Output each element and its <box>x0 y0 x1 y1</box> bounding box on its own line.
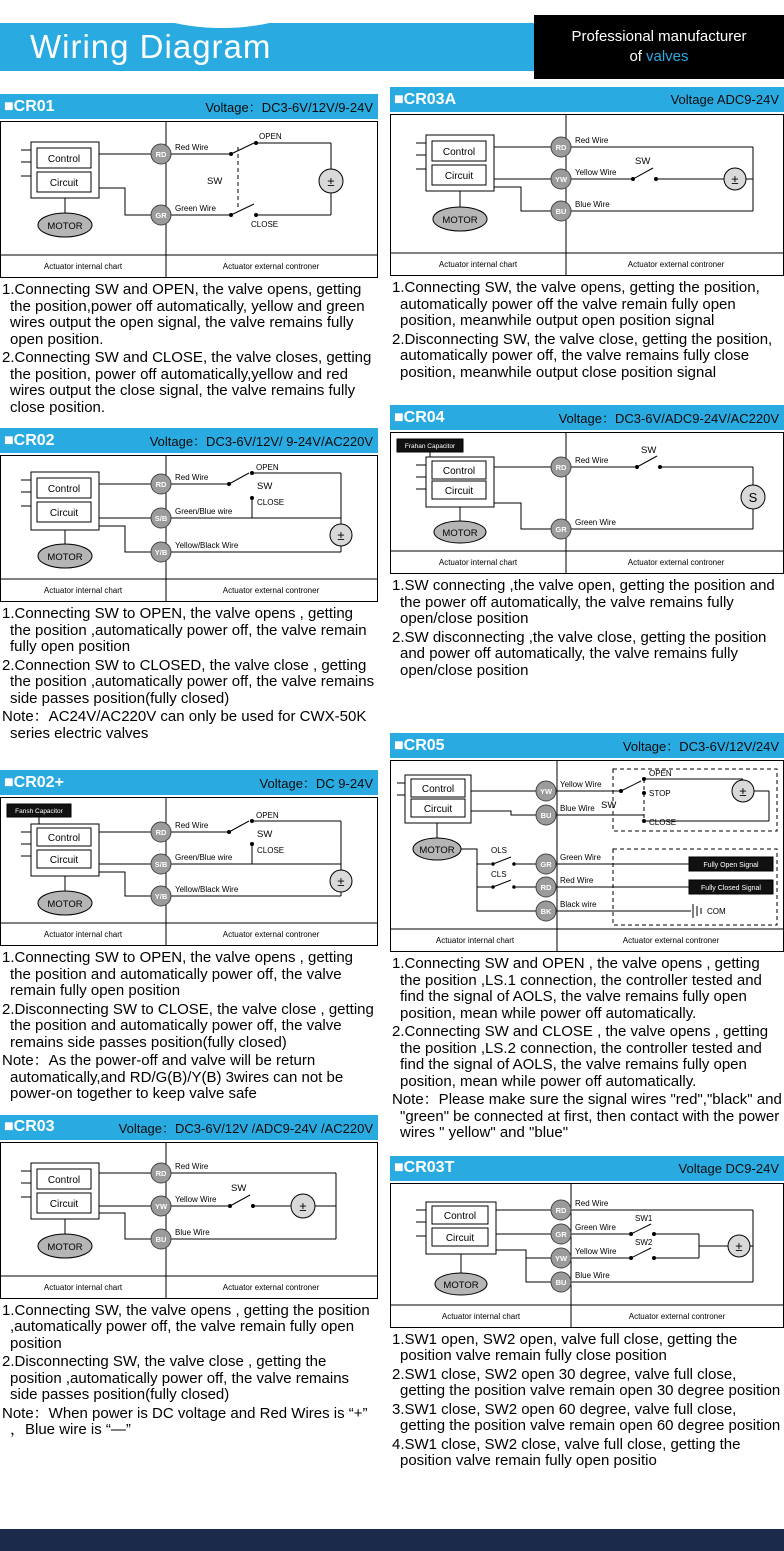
control-circuit-box <box>405 775 471 823</box>
svg-text:MOTOR: MOTOR <box>419 845 455 856</box>
svg-text:MOTOR: MOTOR <box>442 528 478 539</box>
diagram-svg-cr03 <box>1 1143 377 1298</box>
desc-item: 1.Connecting SW and OPEN, the valve opens, getting the position,power off automatically, yellow and green wires output the open signal, the valve remains fully open position. <box>2 281 365 348</box>
wire-label: Blue Wire <box>575 1270 610 1280</box>
svg-text:Circuit: Circuit <box>49 1198 79 1210</box>
svg-text:YW: YW <box>554 1253 568 1263</box>
wire-terminal <box>151 822 171 906</box>
wire-label: Red Wire <box>575 136 609 145</box>
svg-text:Fully Closed Signal: Fully Closed Signal <box>701 885 761 892</box>
svg-text:RD: RD <box>555 1205 567 1215</box>
desc-item: 1.Connecting SW, the valve opens , getting the position ,automatically power off, the valve remain fully open position <box>2 1301 370 1352</box>
wiring-diagram-cr03a <box>390 114 784 276</box>
section-title: ■CR03T <box>394 1159 455 1176</box>
fully-closed-signal-box <box>689 880 773 894</box>
internal-caption: Actuator internal chart <box>43 1282 123 1292</box>
svg-text:S/B: S/B <box>154 514 168 523</box>
section-title: ■CR03 <box>4 1118 55 1135</box>
svg-text:Circuit: Circuit <box>423 804 453 815</box>
desc-item: 1.SW1 open, SW2 open, valve full close, getting the position valve remain fully close position <box>392 1330 738 1364</box>
badge-line1: Professional manufacturer <box>571 27 747 45</box>
section-description <box>0 946 378 1103</box>
svg-text:YW: YW <box>554 175 568 184</box>
wire-terminal <box>551 1200 571 1292</box>
section-cr05 <box>390 733 784 1144</box>
control-circuit-box <box>426 457 494 507</box>
power-terminal <box>291 1194 315 1218</box>
manufacturer-badge <box>534 15 784 79</box>
power-terminal <box>330 524 352 546</box>
external-caption: Actuator external controner <box>222 1282 320 1292</box>
sw-label: SW <box>635 156 651 167</box>
desc-item: 2.Disconnecting SW, the valve close , getting the position ,automatically power off, the valve remains side passes position(fully closed) <box>2 1353 350 1403</box>
motor <box>38 891 92 915</box>
section-title: ■CR02 <box>4 431 55 449</box>
motor <box>435 1273 487 1295</box>
diagram-svg-cr02plus <box>1 798 377 945</box>
svg-text:Circuit: Circuit <box>444 486 474 497</box>
close-label: CLOSE <box>251 220 279 229</box>
svg-text:Control: Control <box>47 154 81 165</box>
section-header-cr04 <box>390 405 784 430</box>
svg-text:RD: RD <box>555 463 567 472</box>
power-terminal <box>319 169 343 193</box>
right-column <box>390 87 784 1482</box>
svg-text:RD: RD <box>555 143 567 152</box>
wire-terminal <box>536 781 556 921</box>
wiring-diagram-cr04 <box>390 432 784 574</box>
wire-terminal <box>151 144 171 225</box>
internal-caption: Actuator internal chart <box>438 558 518 567</box>
desc-note: Note：AC24V/AC220V can only be used for CWX-50K series electric valves <box>2 708 367 742</box>
svg-text:GR: GR <box>540 860 552 869</box>
power-terminal <box>728 1235 750 1257</box>
desc-note: Note：When power is DC voltage and Red Wires is “+” ，Blue wire is “—” <box>2 1404 368 1438</box>
voltage-label: Voltage：DC3-6V/12V/ 9-24V/AC220V <box>149 434 373 449</box>
svg-text:Y/B: Y/B <box>154 548 168 557</box>
sw-label: SW <box>641 445 657 456</box>
page-title: Wiring Diagram <box>30 28 272 65</box>
internal-caption: Actuator internal chart <box>43 586 123 595</box>
com-label: COM <box>707 907 726 916</box>
diagram-svg-cr04 <box>391 433 783 573</box>
svg-text:Control: Control <box>442 147 476 158</box>
content-columns <box>0 82 784 1482</box>
internal-caption: Actuator internal chart <box>43 930 123 939</box>
top-header <box>0 0 784 82</box>
capacitor-box <box>397 439 463 452</box>
svg-text:BU: BU <box>540 811 552 820</box>
wiring-diagram-cr02 <box>0 455 378 602</box>
motor <box>38 213 92 237</box>
wire-label: Black wire <box>560 900 597 909</box>
section-description <box>390 952 784 1142</box>
section-cr02plus <box>0 770 378 1105</box>
control-circuit-box <box>31 1163 99 1219</box>
section-description <box>390 574 784 679</box>
wire-label: Green Wire <box>575 518 616 527</box>
svg-text:GR: GR <box>555 525 567 534</box>
svg-text:±: ± <box>299 1198 307 1214</box>
section-description <box>0 602 378 742</box>
badge-line2-prefix: of <box>629 48 642 65</box>
svg-text:Fansh Capacitor: Fansh Capacitor <box>15 808 63 815</box>
section-header-cr02plus <box>0 770 378 795</box>
section-title: ■CR01 <box>4 97 55 115</box>
section-cr01 <box>0 94 378 418</box>
wire-label: Red Wire <box>175 1161 209 1171</box>
wire-label: Red Wire <box>175 821 209 830</box>
external-caption: Actuator external controner <box>628 1311 726 1321</box>
power-terminal <box>732 780 754 802</box>
close-label: CLOSE <box>257 846 285 855</box>
sw-label: SW <box>207 176 223 187</box>
svg-text:Circuit: Circuit <box>49 178 79 189</box>
wiring-diagram-cr05 <box>390 760 784 952</box>
wiring-diagram-cr02plus <box>0 797 378 946</box>
section-header-cr01 <box>0 94 378 119</box>
power-terminal <box>330 870 352 892</box>
svg-text:BK: BK <box>540 907 552 916</box>
diagram-svg-cr05 <box>391 761 783 951</box>
wire-label: Green Wire <box>560 853 601 862</box>
sw1-label: SW1 <box>635 1213 653 1223</box>
section-header-cr02 <box>0 428 378 453</box>
external-caption: Actuator external controner <box>627 260 725 269</box>
svg-text:GR: GR <box>555 1229 567 1239</box>
desc-item: 2.SW1 close, SW2 open 30 degree, valve full close, getting the position valve remain open 30 degree position <box>392 1365 781 1399</box>
section-description <box>390 276 784 381</box>
internal-caption: Actuator internal chart <box>435 936 515 945</box>
svg-text:RD: RD <box>540 883 552 892</box>
svg-text:S/B: S/B <box>154 860 168 869</box>
svg-text:RD: RD <box>155 150 167 159</box>
motor <box>433 207 487 231</box>
external-caption: Actuator external controner <box>222 586 320 595</box>
svg-text:±: ± <box>337 874 345 889</box>
wire-terminal <box>551 457 571 539</box>
desc-item: 2.Disconnecting SW, the valve close, getting the position, automatically power off, the valve remains fully close position, meanwhile output close position signal <box>392 330 773 381</box>
section-description <box>0 278 378 416</box>
voltage-label: Voltage：DC3-6V/ADC9-24V/AC220V <box>558 411 779 426</box>
svg-text:YW: YW <box>539 787 553 796</box>
wiring-diagram-cr03t <box>390 1183 784 1328</box>
footer-bar <box>0 1529 784 1551</box>
section-cr03 <box>0 1115 378 1441</box>
motor <box>38 544 92 568</box>
wire-terminal <box>151 1163 171 1249</box>
svg-text:MOTOR: MOTOR <box>47 1241 83 1253</box>
motor <box>413 838 461 860</box>
desc-item: 4.SW1 close, SW2 close, valve full close, getting the position valve remain fully open positio <box>392 1435 741 1469</box>
wire-label: Yellow Wire <box>175 1194 217 1204</box>
voltage-label: Voltage：DC3-6V/12V/24V <box>622 739 779 754</box>
section-title: ■CR03A <box>394 90 457 108</box>
external-caption: Actuator external controner <box>627 558 725 567</box>
svg-text:RD: RD <box>155 480 167 489</box>
svg-text:Frahan Capacitor: Frahan Capacitor <box>404 443 456 450</box>
sw-label: SW <box>231 1182 247 1194</box>
svg-text:RD: RD <box>155 828 167 837</box>
svg-text:Control: Control <box>421 784 455 795</box>
wire-label: Blue Wire <box>560 804 595 813</box>
svg-text:MOTOR: MOTOR <box>442 215 478 226</box>
svg-text:±: ± <box>739 784 747 799</box>
wire-label: Yellow/Black Wire <box>175 885 239 894</box>
svg-text:Circuit: Circuit <box>49 508 79 519</box>
diagram-svg-cr03a <box>391 115 783 275</box>
section-header-cr05 <box>390 733 784 758</box>
desc-item: 1.SW connecting ,the valve open, getting the position and the power off automatically, the valve remains fully open/close position <box>392 577 775 627</box>
left-column <box>0 94 378 1482</box>
svg-text:MOTOR: MOTOR <box>47 899 83 910</box>
external-caption: Actuator external controner <box>222 262 320 271</box>
wire-label: Red Wire <box>575 1198 609 1208</box>
sw-label: SW <box>257 829 273 840</box>
open-label: OPEN <box>256 463 279 472</box>
section-header-cr03t <box>390 1156 784 1181</box>
power-terminal <box>741 485 765 509</box>
svg-text:Control: Control <box>442 466 476 477</box>
svg-text:YW: YW <box>154 1201 168 1211</box>
section-header-cr03a <box>390 87 784 112</box>
badge-line2 <box>629 47 688 67</box>
svg-text:Circuit: Circuit <box>445 1232 475 1244</box>
external-caption: Actuator external controner <box>222 930 320 939</box>
section-cr03t <box>390 1156 784 1472</box>
control-circuit-box <box>426 1202 496 1254</box>
svg-text:BU: BU <box>555 207 567 216</box>
desc-item: 1.Connecting SW, the valve opens, getting the position, automatically power off the valve remain fully open position, meanwhile output open position signal <box>392 279 760 329</box>
svg-text:Fully Open Signal: Fully Open Signal <box>703 862 759 869</box>
control-circuit-box <box>31 824 99 876</box>
svg-text:MOTOR: MOTOR <box>47 221 83 232</box>
wire-label: Blue Wire <box>175 1227 210 1237</box>
wire-label: Green Wire <box>575 1222 616 1232</box>
wire-label: Red Wire <box>175 143 209 152</box>
control-circuit-box <box>426 135 494 191</box>
wire-label: Yellow Wire <box>575 168 617 177</box>
sw-label: SW <box>601 800 617 811</box>
svg-text:MOTOR: MOTOR <box>47 552 83 563</box>
power-terminal <box>724 168 746 190</box>
section-cr03a <box>390 87 784 383</box>
section-title: ■CR04 <box>394 408 445 426</box>
fully-open-signal-box <box>689 857 773 871</box>
wire-label: Red Wire <box>560 876 594 885</box>
diagram-svg-cr02 <box>1 456 377 601</box>
motor <box>434 521 486 543</box>
wire-label: Yellow/Black Wire <box>175 541 239 550</box>
svg-text:Circuit: Circuit <box>444 171 474 182</box>
voltage-label: Voltage：DC 9-24V <box>259 776 373 791</box>
desc-item: 2.Connecting SW and CLOSE , the valve opens , getting the position ,LS.2 connection, the controller tested and find the signal of AOLS, the valve remains fully open position, mean while power off automatically. <box>392 1023 769 1090</box>
svg-text:Y/B: Y/B <box>154 892 168 901</box>
desc-note: Note：Please make sure the signal wires "red","black" and "green" be connected at first, then contact with the power wires " yellow" and "blue" <box>392 1091 782 1141</box>
section-description <box>0 1299 378 1439</box>
desc-item: 2.Disconnecting SW to CLOSE, the valve close , getting the position and automatically power off, the valve remains side passes position(fully closed) <box>2 1000 374 1051</box>
badge-line2-accent: valves <box>645 48 689 65</box>
ols-label: OLS <box>491 846 508 855</box>
svg-text:Control: Control <box>47 833 81 844</box>
wiring-diagram-cr01 <box>0 121 378 278</box>
svg-text:±: ± <box>337 528 345 543</box>
capacitor-box <box>7 804 71 817</box>
external-caption: Actuator external controner <box>622 936 720 945</box>
sw2-label: SW2 <box>635 1237 653 1247</box>
open-label: OPEN <box>649 769 672 778</box>
voltage-label: Voltage：DC3-6V/12V/9-24V <box>205 100 373 115</box>
svg-text:Circuit: Circuit <box>49 855 79 866</box>
section-cr04 <box>390 405 784 681</box>
desc-note: Note：As the power-off and valve will be return automatically,and RD/G(B)/Y(B) 3wires can not be power-on together to keep valve safe <box>2 1052 344 1102</box>
voltage-label: Voltage ADC9-24V <box>670 92 779 107</box>
wire-label: Green Wire <box>175 204 216 213</box>
desc-item: 2.Connection SW to CLOSED, the valve close , getting the position ,automatically power off, the valve remains side passes position(fully closed) <box>2 656 375 707</box>
section-title: ■CR05 <box>394 736 445 754</box>
control-circuit-box <box>31 472 99 530</box>
internal-caption: Actuator internal chart <box>43 262 123 271</box>
cls-label: CLS <box>491 870 507 879</box>
sw-label: SW <box>257 481 273 492</box>
svg-text:Control: Control <box>47 1174 81 1186</box>
wire-label: Yellow Wire <box>575 1246 617 1256</box>
wire-label: Green/Blue wire <box>175 507 233 516</box>
svg-text:Control: Control <box>47 484 81 495</box>
wire-terminal <box>551 137 571 221</box>
svg-text:Control: Control <box>443 1210 477 1222</box>
desc-item: 2.SW disconnecting ,the valve close, getting the position and power off automatically, the valve remains fully open/close position <box>392 628 767 679</box>
stop-label: STOP <box>649 789 671 798</box>
control-circuit-box <box>31 142 99 198</box>
svg-text:GR: GR <box>155 211 167 220</box>
desc-item: 2.Connecting SW and CLOSE, the valve closes, getting the position, power off automatically,yellow and red wires output the close signal, the valve remains fully close position. <box>2 349 372 416</box>
svg-text:MOTOR: MOTOR <box>443 1279 479 1291</box>
section-description <box>390 1328 784 1470</box>
svg-text:±: ± <box>327 174 335 189</box>
close-label: CLOSE <box>257 498 285 507</box>
wire-label: Blue Wire <box>575 200 610 209</box>
close-label: CLOSE <box>649 818 677 827</box>
internal-caption: Actuator internal chart <box>438 260 518 269</box>
section-cr02 <box>0 428 378 744</box>
section-header-cr03 <box>0 1115 378 1140</box>
wire-label: Red Wire <box>575 456 609 465</box>
svg-text:±: ± <box>735 1238 743 1254</box>
wire-terminal <box>151 474 171 562</box>
internal-caption: Actuator internal chart <box>441 1311 521 1321</box>
svg-text:±: ± <box>731 172 739 187</box>
svg-text:BU: BU <box>555 1277 567 1287</box>
wire-label: Red Wire <box>175 473 209 482</box>
desc-item: 1.Connecting SW to OPEN, the valve opens , getting the position and automatically power off, the valve remain fully open position <box>2 949 354 999</box>
desc-item: 3.SW1 close, SW2 open 60 degree, valve full close, getting the position valve remain open 60 degree position <box>392 1400 781 1434</box>
diagram-svg-cr03t <box>391 1184 783 1327</box>
voltage-label: Voltage：DC3-6V/12V /ADC9-24V /AC220V <box>118 1120 373 1136</box>
section-title: ■CR02+ <box>4 773 64 791</box>
motor <box>38 1234 92 1258</box>
desc-item: 1.Connecting SW and OPEN , the valve opens , getting the position ,LS.1 connection, the controller tested and find the signal of AOLS, the valve remains fully open position, mean while power off automatically. <box>392 955 762 1022</box>
open-label: OPEN <box>256 811 279 820</box>
open-label: OPEN <box>259 132 282 141</box>
svg-text:BU: BU <box>155 1234 167 1244</box>
desc-item: 1.Connecting SW to OPEN, the valve opens , getting the position ,automatically power off, the valve remain fully open position <box>2 605 367 655</box>
diagram-svg-cr01 <box>1 122 377 277</box>
wire-label: Yellow Wire <box>560 780 602 789</box>
wiring-diagram-cr03 <box>0 1142 378 1299</box>
voltage-label: Voltage DC9-24V <box>678 1160 779 1176</box>
svg-text:S: S <box>748 490 758 505</box>
wire-label: Green/Blue wire <box>175 853 233 862</box>
svg-text:RD: RD <box>155 1168 167 1178</box>
